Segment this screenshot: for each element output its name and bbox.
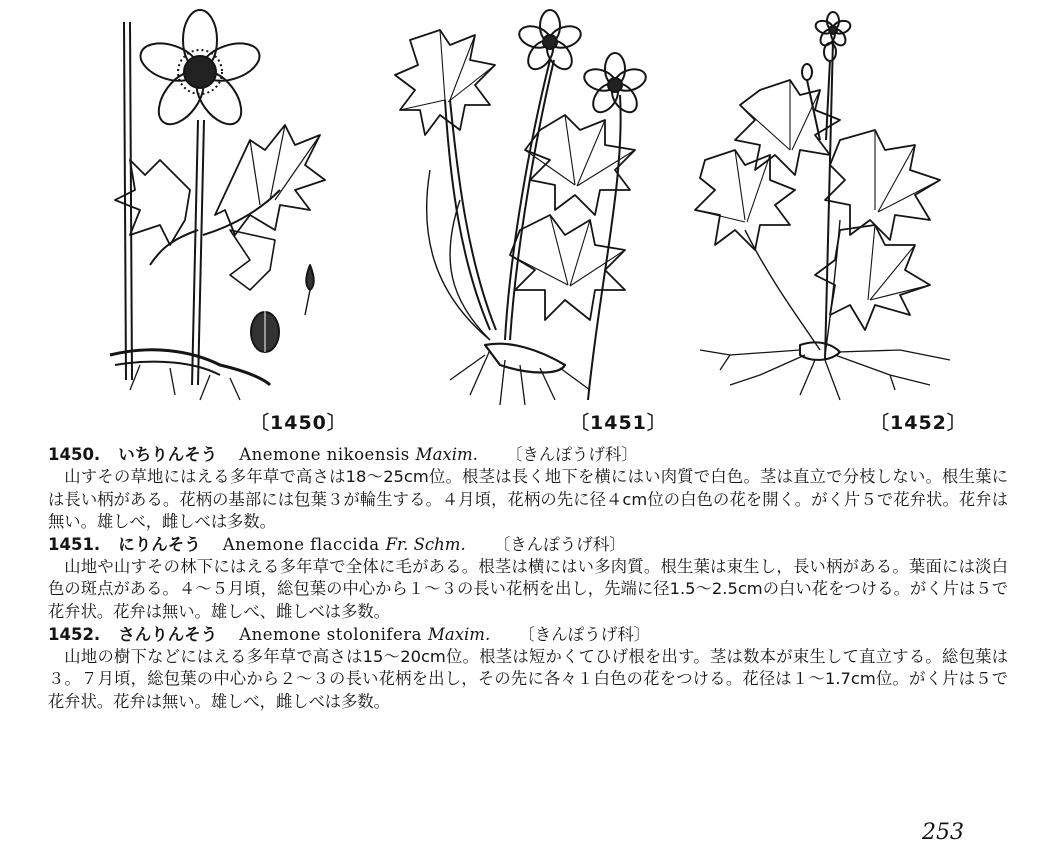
page-number: 253 [922, 820, 964, 845]
latin-name: Anemone nikoensis [239, 445, 410, 464]
japanese-name: にりんそう [118, 534, 201, 554]
illustration-sanrinso [690, 0, 990, 410]
entry-heading [48, 444, 1008, 466]
entry-description: 山地や山すその林下にはえる多年草で全体に毛がある。根茎は横にはい多肉質。根生葉は束生し，長い柄がある。葉面には淡白色の斑点がある。４〜５月頃，総包葉の中心から１〜３の長い花柄を出し，先端に径1.5〜2.5cmの白い花をつける。がく片は５で花弁状。花弁は無い。雄しべ、雌しべは多数。 [48, 556, 1008, 621]
latin-name: Anemone flaccida [222, 534, 380, 554]
family-name: 〔きんぽうげ科〕 [518, 624, 651, 644]
plate-1450 [100, 0, 347, 440]
plate-1452 [690, 0, 990, 440]
entry-heading [48, 624, 1008, 646]
latin-name: Anemone stolonifera [239, 624, 422, 644]
family-name: 〔きんぽうげ科〕 [505, 445, 638, 464]
entry-number: 1450. [48, 445, 101, 464]
species-entry-1452 [48, 624, 1008, 714]
entry-number: 1452. [48, 624, 101, 644]
entry-description: 山すその草地にはえる多年草で高さは18〜25cm位。根茎は長く地下を横にはい肉質で白色。茎は直立で分枝しない。根生葉には長い柄がある。花柄の基部には包葉３が輪生する。４月頃，花柄の先に径４cm位の白色の花を開く。がく片５で花弁状。花弁は無い。雄しべ，雌しべは多数。 [48, 467, 1008, 532]
authority: Maxim. [415, 445, 478, 464]
authority: Fr. Schm. [385, 534, 466, 554]
plate-label: 〔1450〕 [250, 412, 347, 434]
species-entry-1451 [48, 534, 1008, 624]
entry-description: 山地の樹下などにはえる多年草で高さは15〜20cm位。根茎は短かくてひげ根を出す。茎は数本が束生して直立する。総包葉は３。７月頃，総包葉の中心から２〜３の長い花柄を出し，その先に各々１白色の花をつける。花径は１〜1.7cm位。がく片は５で花弁状。花弁は無い。雄しべ，雌しべは多数。 [48, 646, 1008, 711]
japanese-name: さんりんそう [118, 624, 218, 644]
plate-1451 [390, 0, 690, 440]
illustration-ichirinso [100, 0, 340, 410]
authority: Maxim. [427, 624, 491, 644]
entry-heading [48, 534, 1008, 556]
plate-label: 〔1452〕 [870, 412, 967, 434]
species-entry-1450 [48, 444, 1008, 534]
family-name: 〔きんぽうげ科〕 [493, 534, 626, 554]
entry-number: 1451. [48, 534, 101, 554]
illustration-nirinso [390, 0, 690, 410]
plate-label: 〔1451〕 [570, 412, 667, 434]
japanese-name: いちりんそう [118, 445, 218, 464]
species-entries [48, 444, 1008, 713]
